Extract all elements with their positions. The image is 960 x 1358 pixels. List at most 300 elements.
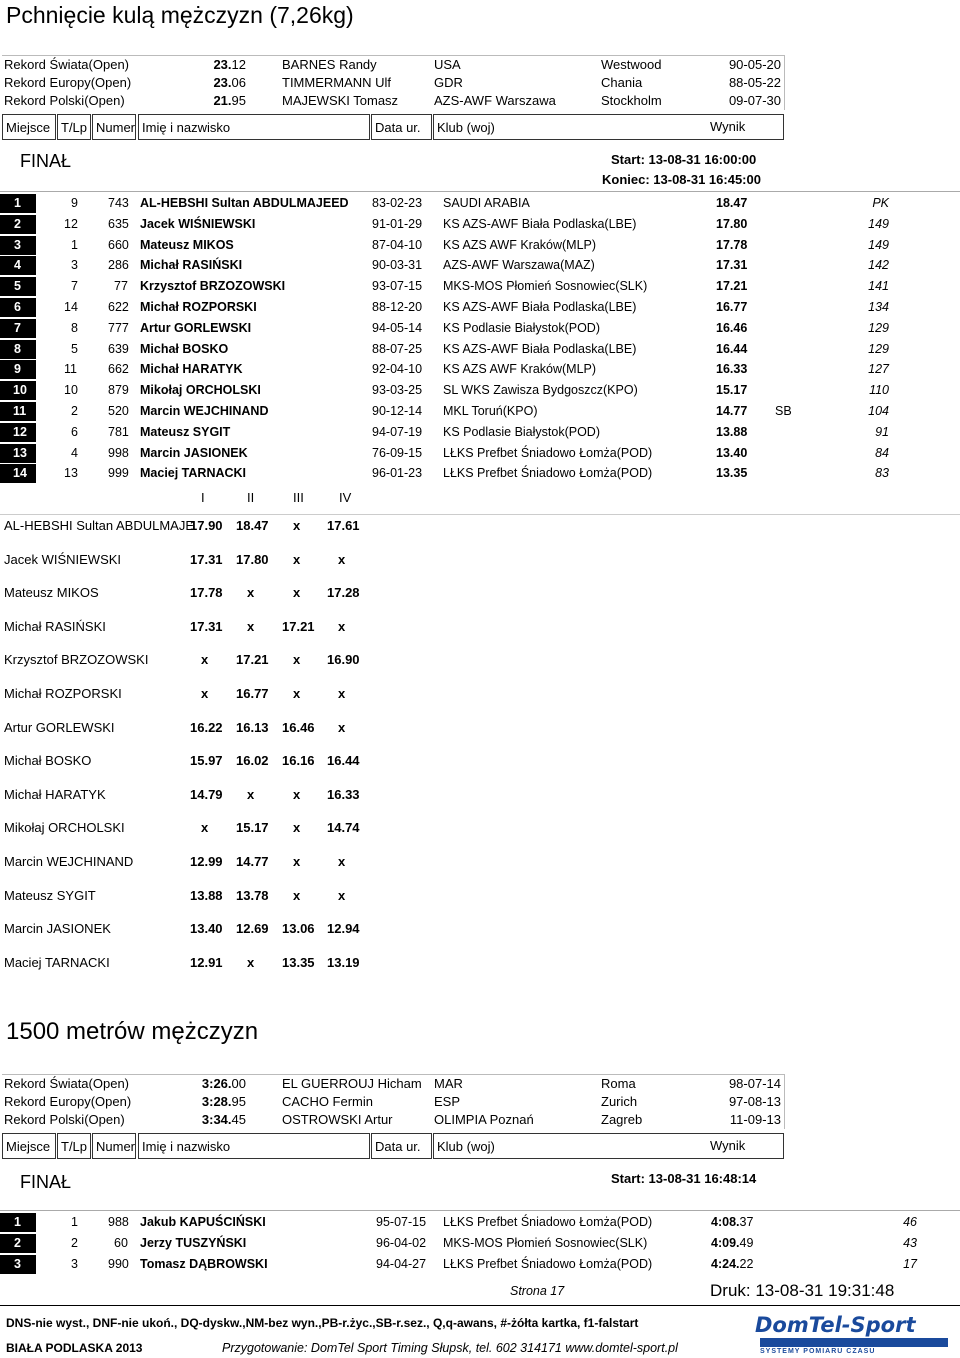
result-points: 141 [868,279,889,294]
header-bib: Numer [92,1133,136,1159]
result-dob: 96-04-02 [376,1235,427,1250]
result-club: KS AZS-AWF Biała Podlaska(LBE) [443,216,637,231]
result-name: Jacek WIŚNIEWSKI [140,216,256,231]
header-lane: T/Lp [57,1133,91,1159]
result-bib: 286 [108,258,129,273]
result-place: 1 [0,194,36,213]
attempt-value: 17.31 [190,618,223,634]
result-place: 11 [0,402,36,421]
result-place: 8 [0,340,36,359]
credit: Przygotowanie: DomTel Sport Timing Słupsk, tel. 602 314171 www.domtel-sport.pl [222,1341,678,1355]
attempts-header [0,490,400,510]
result-name: Jerzy TUSZYŃSKI [140,1235,247,1250]
result-place: 12 [0,423,36,442]
record-mark-dec: 00 [231,1076,246,1091]
result-row [0,1233,960,1254]
attempt-value: 16.22 [190,719,223,735]
start-time-1500: Start: 13-08-31 16:48:14 [611,1171,757,1186]
attempt-value: x [293,551,301,567]
result-row [0,422,960,443]
attempt-athlete: Michał ROZPORSKI [4,685,122,701]
record-place: Roma [601,1076,636,1091]
result-name: Marcin WEJCHINAND [140,403,269,418]
record-mark-main: 3:34. [201,1112,232,1127]
result-mark: 16.33 [716,362,748,377]
result-place: 10 [0,381,36,400]
attempt-value: 15.97 [190,753,223,769]
result-name: Mikołaj ORCHOLSKI [140,383,261,398]
attempt-value: x [293,652,301,668]
result-note: SB [775,403,792,418]
attempt-value: 16.02 [236,753,269,769]
record-holder: MAJEWSKI Tomasz [282,93,399,108]
record-label: Rekord Świata(Open) [4,1076,129,1091]
record-nation: USA [434,57,461,72]
result-mark: 14.77 [716,403,748,418]
result-bib: 879 [108,383,129,398]
attempt-value: 14.74 [327,820,360,836]
header-dob: Data ur. [371,1133,432,1159]
result-place: 7 [0,319,36,338]
header-lane: T/Lp [57,114,91,140]
attempt-row [0,518,400,552]
result-name: Tomasz DĄBROWSKI [140,1256,268,1271]
result-mark: 16.44 [716,341,748,356]
result-mark: 17.80 [716,216,748,231]
result-bib: 639 [108,341,129,356]
attempt-value: x [338,618,346,634]
attempt-header-1: I [201,490,205,505]
record-holder: BARNES Randy [282,57,377,72]
records-block-1500 [2,1075,784,1129]
result-name: AL-HEBSHI Sultan ABDULMAJEED [140,196,349,210]
result-row [0,1212,960,1233]
result-lane: 1 [71,1215,78,1229]
result-lane: 9 [71,196,78,210]
records-block [2,56,784,110]
attempt-row [0,888,400,922]
attempt-value: 13.78 [236,887,269,903]
result-lane: 11 [64,362,77,377]
record-place: Chania [601,75,643,90]
record-date: 11-09-13 [729,1112,781,1127]
result-name: Krzysztof BRZOZOWSKI [140,279,286,294]
attempt-value: 13.40 [190,921,223,937]
attempt-row [0,720,400,754]
header-place: Miejsce [2,1133,56,1159]
attempt-value: x [247,954,255,970]
record-place: Zagreb [601,1112,643,1127]
end-time: Koniec: 13-08-31 16:45:00 [602,172,761,187]
result-dob: 91-01-29 [372,216,423,231]
result-club: LŁKS Prefbet Śniadowo Łomża(POD) [443,1256,653,1271]
attempt-value: x [247,585,255,601]
attempt-value: x [338,719,346,735]
record-label: Rekord Polski(Open) [4,93,125,108]
record-holder: OSTROWSKI Artur [282,1112,393,1127]
result-row [0,193,960,214]
record-label: Rekord Europy(Open) [4,1094,132,1109]
result-dob: 94-04-27 [376,1256,427,1271]
header-place: Miejsce [2,114,56,140]
result-club: SL WKS Zawisza Bydgoszcz(KPO) [443,383,638,398]
result-place: 6 [0,298,36,317]
attempt-athlete: Michał HARATYK [4,786,106,802]
record-place: Westwood [601,57,662,72]
record-mark [202,1093,246,1111]
attempt-value: 14.77 [236,853,269,869]
result-mark: 18.47 [716,196,748,210]
result-mark-main: 4:24. [711,1256,740,1271]
record-mark-main: 23. [213,75,232,90]
record-holder: TIMMERMANN Ulf [282,75,392,90]
result-bib: 988 [108,1215,129,1229]
attempt-value: 18.47 [236,518,269,533]
result-row [0,214,960,235]
result-mark [711,1233,753,1254]
attempt-row [0,652,400,686]
attempt-value: x [247,786,255,802]
result-bib: 660 [108,237,129,252]
record-nation: AZS-AWF Warszawa [434,93,556,108]
result-club: KS AZS-AWF Biała Podlaska(LBE) [443,341,637,356]
logo-text: DomTel-Sport [755,1313,916,1337]
results-table [0,193,960,484]
logo-subtext: SYSTEMY POMIARU CZASU [760,1348,876,1355]
result-dob: 92-04-10 [372,362,423,377]
attempt-athlete: Mikołaj ORCHOLSKI [4,820,125,836]
attempt-athlete: Mateusz SYGIT [4,887,96,903]
attempt-value: x [293,585,301,601]
result-lane: 3 [71,258,78,273]
header-name: Imię i nazwisko [138,1133,370,1159]
final-label-1500: FINAŁ [20,1172,72,1192]
record-row [2,92,784,110]
attempt-value: 12.91 [190,954,223,970]
result-dob: 95-07-15 [376,1215,427,1229]
record-holder: EL GUERROUJ Hicham [282,1076,422,1091]
record-label: Rekord Polski(Open) [4,1112,125,1127]
result-place: 2 [0,1234,36,1253]
result-lane: 2 [71,403,78,418]
result-mark: 15.17 [716,383,748,398]
attempt-row [0,619,400,653]
attempt-value: x [293,820,301,836]
record-date: 97-08-13 [728,1094,781,1109]
result-points: 110 [869,383,889,398]
record-place: Stockholm [601,93,662,108]
result-points: PK [872,196,889,210]
attempt-athlete: Marcin WEJCHINAND [4,853,134,869]
result-name: Mateusz MIKOS [140,237,234,252]
result-mark: 17.78 [716,237,748,252]
result-points: 84 [875,445,889,460]
result-name: Michał RASIŃSKI [140,258,243,273]
result-name: Maciej TARNACKI [140,466,247,481]
attempt-value: x [338,887,346,903]
result-club: LŁKS Prefbet Śniadowo Łomża(POD) [443,445,653,460]
result-place: 5 [0,277,36,296]
result-club: KS Podlasie Białystok(POD) [443,424,601,439]
result-bib: 777 [108,320,129,335]
result-points: 142 [868,258,889,273]
attempt-value: 13.06 [282,921,315,937]
attempt-value: x [338,685,346,701]
attempt-athlete: Maciej TARNACKI [4,954,110,970]
event-title-1500: 1500 metrów mężczyzn [6,1018,259,1045]
result-mark: 13.88 [716,424,748,439]
attempt-value: 17.90 [190,518,223,533]
result-dob: 87-04-10 [372,237,423,252]
record-mark [213,56,246,74]
attempt-header-2: II [247,490,255,505]
record-mark-main: 3:28. [201,1094,232,1109]
attempt-value: 13.88 [190,887,223,903]
attempt-value: x [201,685,209,701]
event-footer: BIAŁA PODLASKA 2013 [6,1341,143,1355]
attempt-value: 13.19 [327,954,360,970]
result-name: Artur GORLEWSKI [140,320,252,335]
attempt-value: 12.94 [327,921,360,937]
result-place: 2 [0,215,36,234]
result-row [0,359,960,380]
result-dob: 93-03-25 [372,383,423,398]
attempt-row [0,787,400,821]
column-header-row [2,114,784,142]
record-nation: ESP [434,1094,461,1109]
result-bib: 662 [108,362,129,377]
header-name: Imię i nazwisko [138,114,370,140]
attempt-athlete: Krzysztof BRZOZOWSKI [4,652,149,668]
result-dob: 76-09-15 [372,445,423,460]
header-club: Klub (woj) [433,1133,784,1159]
attempt-value: 13.35 [282,954,315,970]
result-mark [711,1254,753,1275]
record-date: 88-05-22 [728,75,781,90]
result-row [0,380,960,401]
header-bib: Numer [92,114,136,140]
result-mark: 13.35 [716,466,748,481]
record-mark [202,1111,246,1129]
record-row [2,74,784,92]
record-mark [213,92,246,110]
result-name: Jakub KAPUŚCIŃSKI [140,1215,266,1229]
attempt-row [0,686,400,720]
result-row [0,318,960,339]
record-mark-main: 3:26. [201,1076,232,1091]
result-lane: 12 [64,216,78,231]
result-row [0,235,960,256]
record-row [2,1075,784,1093]
record-row [2,56,784,74]
attempt-value: 17.31 [190,551,223,567]
result-club: LŁKS Prefbet Śniadowo Łomża(POD) [443,1215,653,1229]
attempt-athlete: Mateusz MIKOS [4,585,99,601]
result-club: MKS-MOS Płomień Sosnowiec(SLK) [443,279,648,294]
result-row [0,463,960,484]
result-row [0,339,960,360]
attempt-value: x [338,853,346,869]
record-place: Zurich [601,1094,638,1109]
record-label: Rekord Europy(Open) [4,75,132,90]
attempt-athlete: Marcin JASIONEK [4,921,111,937]
record-mark-dec: 95 [231,93,246,108]
attempt-value: x [293,685,301,701]
attempt-value: 12.69 [236,921,269,937]
header-club: Klub (woj) [433,114,784,140]
result-points: 129 [868,320,889,335]
results-table-1500 [0,1212,960,1274]
result-lane: 5 [71,341,78,356]
result-place: 1 [0,1213,36,1232]
record-date: 98-07-14 [728,1076,781,1091]
record-date: 09-07-30 [728,93,781,108]
record-mark-main: 21. [213,93,232,108]
result-place: 4 [0,256,36,275]
result-bib: 743 [108,196,129,210]
result-lane: 10 [64,383,78,398]
result-dob: 93-07-15 [372,279,423,294]
result-points: 43 [903,1235,917,1250]
result-dob: 90-12-14 [372,403,423,418]
result-club: MKL Toruń(KPO) [443,403,538,418]
result-points: 149 [868,216,889,231]
attempt-athlete: Artur GORLEWSKI [4,719,115,735]
result-name: Marcin JASIONEK [140,445,248,460]
result-dob: 83-02-23 [372,196,423,210]
result-points: 83 [875,466,889,481]
attempts-table [0,518,400,988]
attempt-value: 17.78 [190,585,223,601]
start-time: Start: 13-08-31 16:00:00 [611,152,757,167]
result-place: 14 [0,464,36,483]
result-lane: 2 [71,1235,78,1250]
result-points: 46 [903,1215,917,1229]
result-mark-main: 4:09. [711,1235,740,1250]
attempt-value: 15.17 [236,820,269,836]
record-mark-dec: 12 [231,57,246,72]
attempt-value: 16.13 [236,719,269,735]
attempt-value: x [293,887,301,903]
result-club: KS Podlasie Białystok(POD) [443,320,601,335]
result-bib: 622 [108,299,129,314]
result-lane: 6 [71,424,78,439]
result-points: 127 [868,362,889,377]
result-club: AZS-AWF Warszawa(MAZ) [443,258,595,273]
attempt-value: 16.46 [282,719,315,735]
record-mark [202,1075,246,1093]
attempt-value: 12.99 [190,853,223,869]
result-lane: 13 [64,466,78,481]
result-mark-main: 4:08. [711,1215,740,1229]
event-title: Pchnięcie kulą mężczyzn (7,26kg) [6,2,354,28]
attempt-athlete: Michał RASIŃSKI [4,618,106,634]
attempt-row [0,921,400,955]
result-mark-dec: 22 [739,1256,754,1271]
result-name: Michał BOSKO [140,341,229,356]
attempt-value: 14.79 [190,786,223,802]
result-row [0,443,960,464]
result-points: 91 [875,424,889,439]
attempt-row [0,955,400,989]
result-club: MKS-MOS Płomień Sosnowiec(SLK) [443,1235,648,1250]
result-bib: 998 [108,445,129,460]
record-label: Rekord Świata(Open) [4,57,129,72]
attempt-value: 16.90 [327,652,360,668]
result-lane: 7 [71,279,78,294]
result-club: KS AZS AWF Kraków(MLP) [443,237,597,252]
column-header-row-1500 [2,1133,784,1161]
attempt-row [0,854,400,888]
result-row [0,297,960,318]
attempt-value: x [293,786,301,802]
attempt-value: 16.44 [327,753,360,769]
result-name: Michał HARATYK [140,362,243,377]
record-mark-dec: 06 [231,75,246,90]
attempt-value: 17.80 [236,551,269,567]
result-bib: 77 [114,279,128,294]
result-lane: 1 [71,237,78,252]
record-holder: CACHO Fermin [282,1094,374,1109]
page-number: Strona 17 [510,1284,565,1298]
result-bib: 635 [108,216,129,231]
attempt-value: 16.77 [236,685,269,701]
attempt-value: 17.21 [236,652,269,668]
result-points: 129 [868,341,889,356]
result-lane: 3 [71,1256,78,1271]
result-dob: 94-07-19 [372,424,423,439]
record-mark-dec: 45 [231,1112,246,1127]
attempt-row [0,552,400,586]
attempt-value: 16.33 [327,786,360,802]
result-bib: 990 [108,1256,129,1271]
result-lane: 14 [64,299,78,314]
result-row [0,401,960,422]
record-nation: OLIMPIA Poznań [434,1112,534,1127]
result-row [0,276,960,297]
record-mark-main: 23. [213,57,232,72]
result-row [0,1254,960,1275]
record-mark [213,74,246,92]
header-dob: Data ur. [371,114,432,140]
legend: DNS-nie wyst., DNF-nie ukoń., DQ-dyskw.,NM-bez wyn.,PB-r.życ.,SB-r.sez., Q,q-awans, #-żółta kartka, f1-falstart [6,1316,639,1330]
attempt-value: 17.61 [327,518,360,533]
final-label: FINAŁ [20,151,72,171]
result-mark: 17.21 [716,279,748,294]
result-lane: 4 [71,445,78,460]
result-mark-dec: 37 [739,1215,754,1229]
result-bib: 999 [108,466,129,481]
attempt-athlete: Jacek WIŚNIEWSKI [4,551,122,567]
result-bib: 520 [108,403,129,418]
result-name: Mateusz SYGIT [140,424,231,439]
attempt-value: x [293,518,301,533]
result-points: 17 [903,1256,917,1271]
attempt-value: 16.16 [282,753,315,769]
result-lane: 8 [71,320,78,335]
result-points: 134 [868,299,889,314]
record-mark-dec: 95 [231,1094,246,1109]
result-club: LŁKS Prefbet Śniadowo Łomża(POD) [443,466,653,481]
result-name: Michał ROZPORSKI [140,299,257,314]
attempt-row [0,585,400,619]
result-club: KS AZS-AWF Biała Podlaska(LBE) [443,299,637,314]
result-dob: 96-01-23 [372,466,423,481]
attempt-value: 17.21 [282,618,315,634]
result-place: 3 [0,1255,36,1274]
attempt-value: 17.28 [327,585,360,601]
result-row [0,255,960,276]
